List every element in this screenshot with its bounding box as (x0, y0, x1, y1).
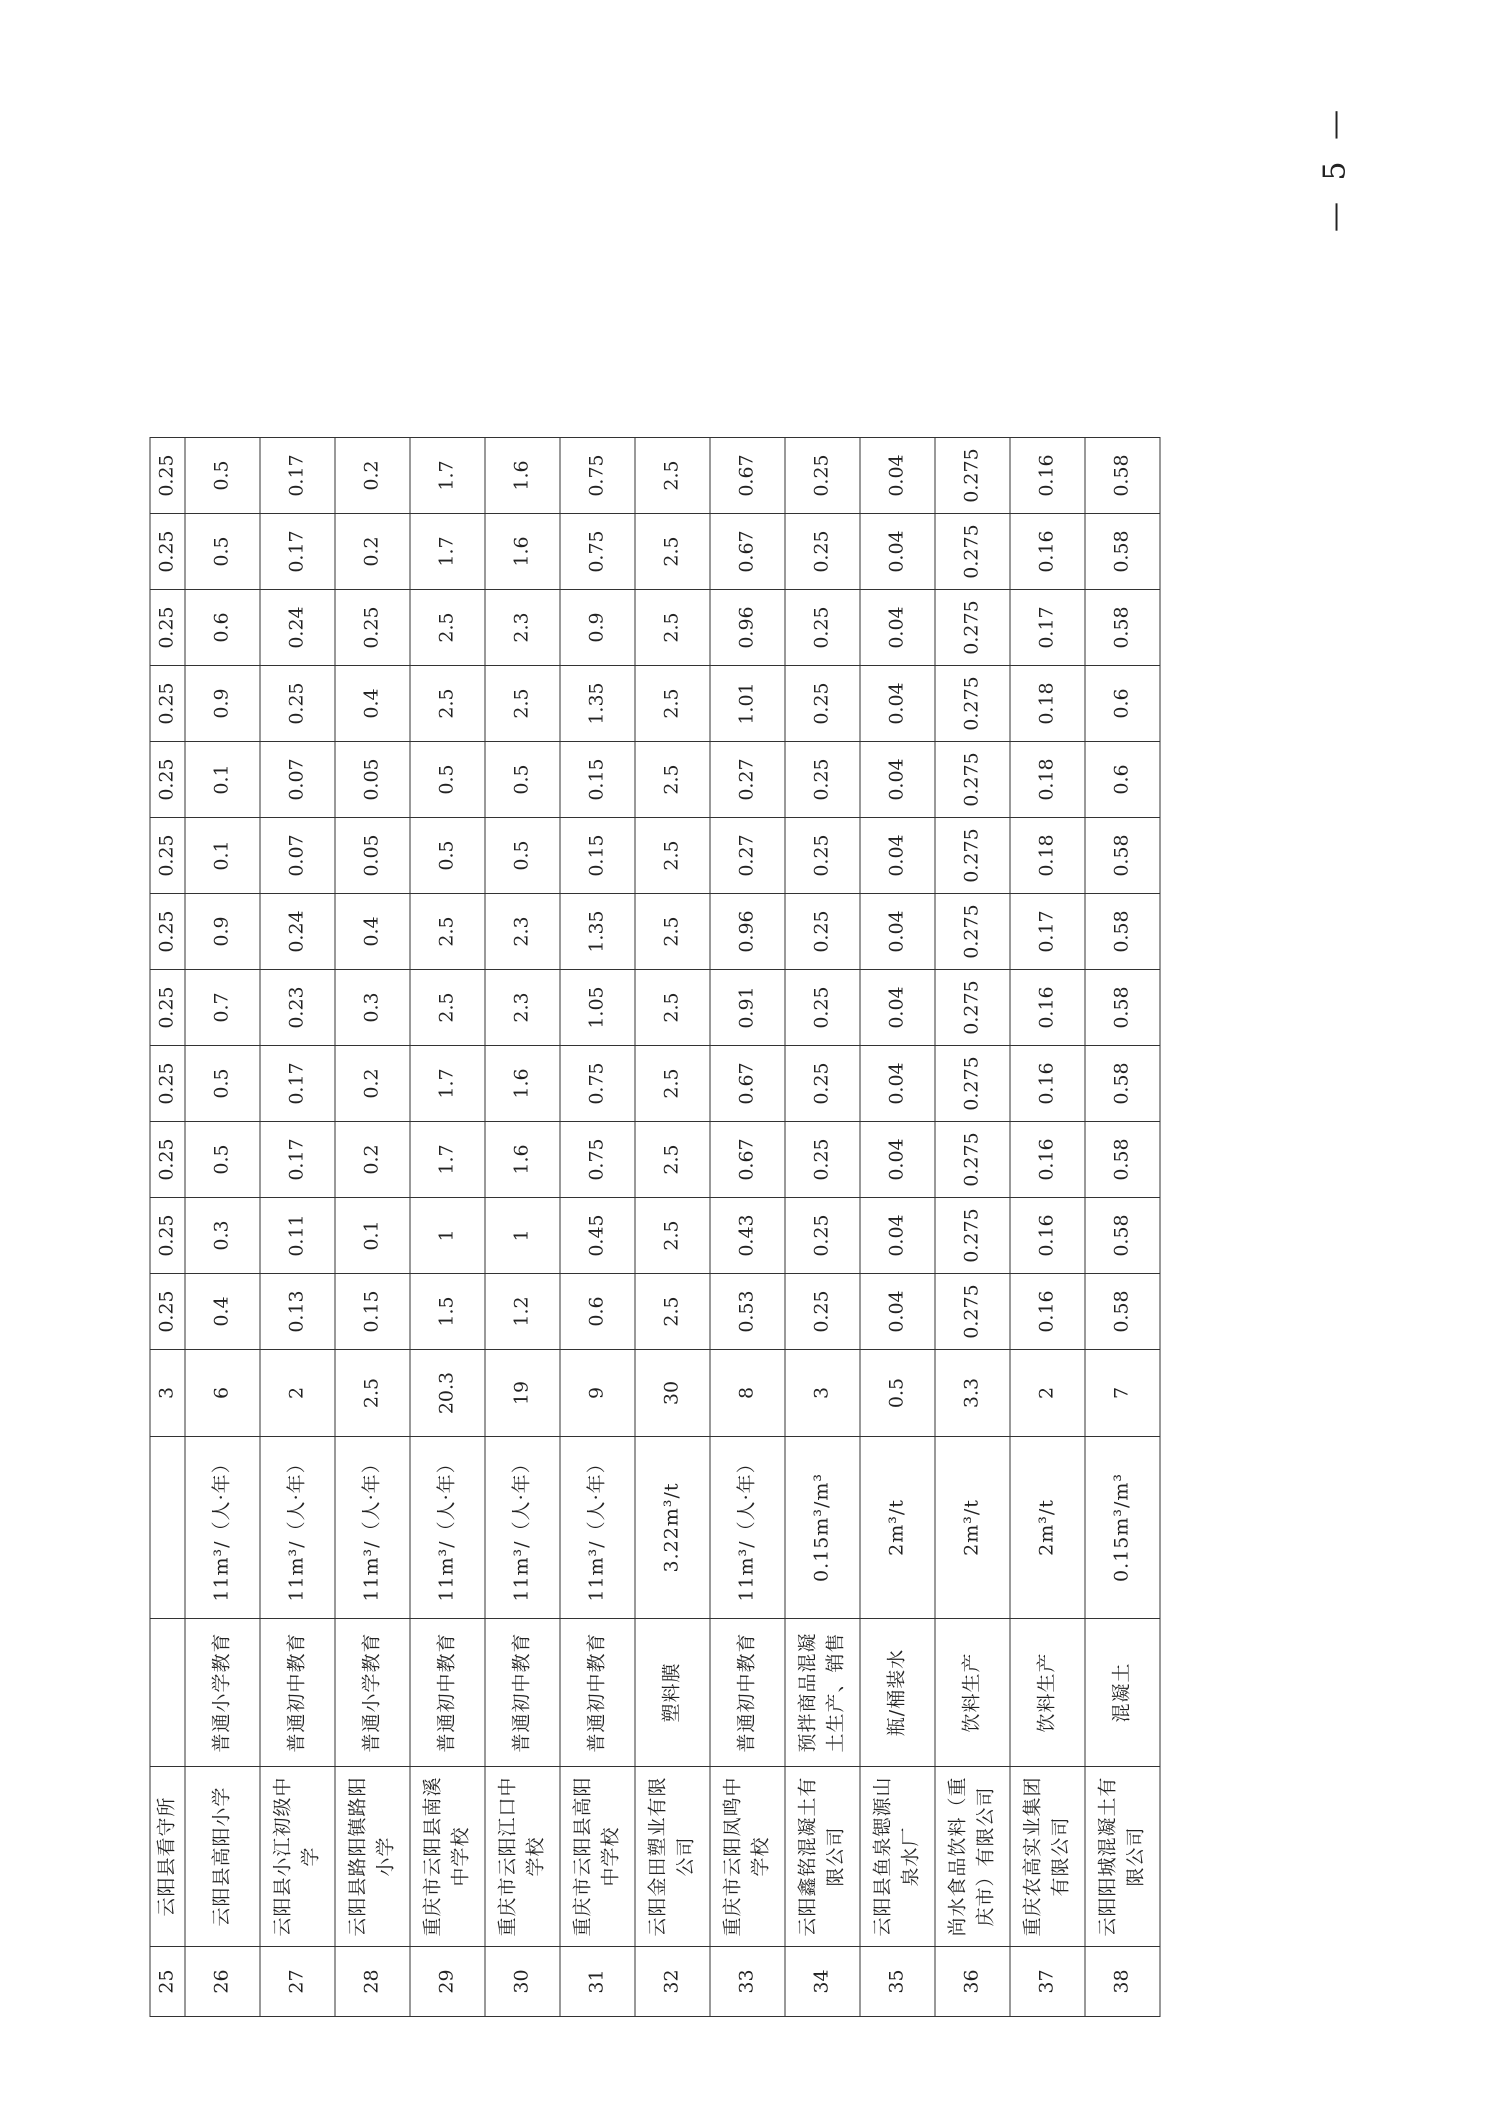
month-value-cell: 0.27 (710, 818, 785, 894)
row-number-cell: 30 (485, 1947, 560, 2017)
table-row (1085, 438, 1160, 2017)
table-row (335, 438, 410, 2017)
month-value-cell: 0.75 (560, 438, 635, 514)
month-value-cell: 0.1 (335, 1198, 410, 1274)
industry-cell: 普通初中教育 (560, 1619, 635, 1767)
unit-name-cell: 重庆市云阳县南溪中学校 (410, 1767, 485, 1947)
month-value-cell: 0.25 (150, 590, 185, 666)
month-value-cell: 0.04 (860, 818, 935, 894)
month-value-cell: 0.17 (260, 1122, 335, 1198)
month-value-cell: 2.5 (635, 514, 710, 590)
month-value-cell: 1.5 (410, 1274, 485, 1350)
unit-name-cell: 云阳县路阳镇路阳小学 (335, 1767, 410, 1947)
month-value-cell: 2.5 (485, 666, 560, 742)
month-value-cell: 2.5 (635, 1198, 710, 1274)
month-value-cell: 0.24 (260, 894, 335, 970)
month-value-cell: 2.5 (410, 666, 485, 742)
industry-cell: 饮料生产 (935, 1619, 1010, 1767)
month-value-cell: 0.6 (1085, 742, 1160, 818)
month-value-cell: 2.5 (635, 590, 710, 666)
month-value-cell: 1 (410, 1198, 485, 1274)
month-value-cell: 2.5 (635, 818, 710, 894)
table-row (860, 438, 935, 2017)
month-value-cell: 0.25 (150, 1198, 185, 1274)
month-value-cell: 0.275 (935, 1122, 1010, 1198)
month-value-cell: 2.3 (485, 894, 560, 970)
month-value-cell: 0.05 (335, 742, 410, 818)
table-row (935, 438, 1010, 2017)
month-value-cell: 0.9 (560, 590, 635, 666)
month-value-cell: 0.25 (150, 438, 185, 514)
month-value-cell: 0.17 (260, 438, 335, 514)
table-row (185, 438, 260, 2017)
month-value-cell: 0.67 (710, 438, 785, 514)
unit-name-cell: 云阳阳城混凝土有限公司 (1085, 1767, 1160, 1947)
month-value-cell: 0.25 (785, 1046, 860, 1122)
month-value-cell: 0.25 (150, 514, 185, 590)
month-value-cell: 1.05 (560, 970, 635, 1046)
industry-cell: 饮料生产 (1010, 1619, 1085, 1767)
month-value-cell: 0.13 (260, 1274, 335, 1350)
month-value-cell: 2.5 (635, 1122, 710, 1198)
month-value-cell: 0.16 (1010, 1122, 1085, 1198)
table-row (485, 438, 560, 2017)
month-value-cell: 0.04 (860, 1122, 935, 1198)
month-value-cell: 2.5 (635, 970, 710, 1046)
month-value-cell: 0.15 (560, 818, 635, 894)
month-value-cell: 0.2 (335, 514, 410, 590)
month-value-cell: 0.67 (710, 1122, 785, 1198)
table-row (635, 438, 710, 2017)
month-value-cell: 2.5 (635, 438, 710, 514)
month-value-cell: 2.5 (635, 742, 710, 818)
annual-quota-cell: 3 (150, 1350, 185, 1437)
month-value-cell: 1.7 (410, 1046, 485, 1122)
month-value-cell: 0.25 (785, 590, 860, 666)
quota-unit-cell (150, 1437, 185, 1619)
month-value-cell: 0.275 (935, 970, 1010, 1046)
row-number-cell: 25 (150, 1947, 185, 2017)
month-value-cell: 0.4 (335, 894, 410, 970)
month-value-cell: 0.58 (1085, 818, 1160, 894)
month-value-cell: 0.16 (1010, 970, 1085, 1046)
row-number-cell: 31 (560, 1947, 635, 2017)
annual-quota-cell: 3 (785, 1350, 860, 1437)
month-value-cell: 0.25 (785, 1122, 860, 1198)
month-value-cell: 2.5 (410, 894, 485, 970)
month-value-cell: 0.58 (1085, 438, 1160, 514)
industry-cell: 塑料膜 (635, 1619, 710, 1767)
water-quota-table (150, 437, 1161, 2017)
month-value-cell: 0.91 (710, 970, 785, 1046)
month-value-cell: 0.04 (860, 438, 935, 514)
month-value-cell: 0.25 (785, 970, 860, 1046)
month-value-cell: 0.58 (1085, 1122, 1160, 1198)
month-value-cell: 0.17 (260, 514, 335, 590)
month-value-cell: 0.5 (410, 742, 485, 818)
month-value-cell: 0.275 (935, 1198, 1010, 1274)
month-value-cell: 0.75 (560, 514, 635, 590)
row-number-cell: 34 (785, 1947, 860, 2017)
unit-name-cell: 重庆市云阳凤鸣中学校 (710, 1767, 785, 1947)
month-value-cell: 0.18 (1010, 666, 1085, 742)
month-value-cell: 1.7 (410, 1122, 485, 1198)
month-value-cell: 0.67 (710, 514, 785, 590)
month-value-cell: 1.6 (485, 1046, 560, 1122)
annual-quota-cell: 8 (710, 1350, 785, 1437)
month-value-cell: 0.58 (1085, 590, 1160, 666)
row-number-cell: 29 (410, 1947, 485, 2017)
month-value-cell: 0.24 (260, 590, 335, 666)
quota-unit-cell: 11m³/（人·年） (710, 1437, 785, 1619)
month-value-cell: 0.45 (560, 1198, 635, 1274)
month-value-cell: 0.25 (785, 514, 860, 590)
unit-name-cell: 重庆市云阳江口中学校 (485, 1767, 560, 1947)
annual-quota-cell: 2 (1010, 1350, 1085, 1437)
month-value-cell: 0.2 (335, 1122, 410, 1198)
month-value-cell: 0.9 (185, 666, 260, 742)
month-value-cell: 0.6 (1085, 666, 1160, 742)
table-row (150, 438, 185, 2017)
quota-unit-cell: 3.22m³/t (635, 1437, 710, 1619)
month-value-cell: 2.3 (485, 970, 560, 1046)
unit-name-cell: 云阳县高阳小学 (185, 1767, 260, 1947)
month-value-cell: 0.5 (185, 1046, 260, 1122)
month-value-cell: 0.58 (1085, 1046, 1160, 1122)
quota-unit-cell: 11m³/（人·年） (560, 1437, 635, 1619)
month-value-cell: 1.2 (485, 1274, 560, 1350)
month-value-cell: 1.01 (710, 666, 785, 742)
unit-name-cell: 云阳县看守所 (150, 1767, 185, 1947)
row-number-cell: 38 (1085, 1947, 1160, 2017)
month-value-cell: 0.17 (1010, 590, 1085, 666)
month-value-cell: 0.4 (335, 666, 410, 742)
month-value-cell: 0.16 (1010, 1046, 1085, 1122)
unit-name-cell: 云阳县小江初级中学 (260, 1767, 335, 1947)
month-value-cell: 0.25 (150, 818, 185, 894)
month-value-cell: 0.1 (185, 818, 260, 894)
annual-quota-cell: 19 (485, 1350, 560, 1437)
quota-unit-cell: 2m³/t (935, 1437, 1010, 1619)
quota-unit-cell: 2m³/t (860, 1437, 935, 1619)
month-value-cell: 0.58 (1085, 970, 1160, 1046)
month-value-cell: 0.9 (185, 894, 260, 970)
month-value-cell: 1 (485, 1198, 560, 1274)
industry-cell (150, 1619, 185, 1767)
month-value-cell: 2.5 (635, 1274, 710, 1350)
month-value-cell: 0.15 (560, 742, 635, 818)
month-value-cell: 0.25 (150, 1122, 185, 1198)
industry-cell: 普通初中教育 (260, 1619, 335, 1767)
month-value-cell: 0.25 (260, 666, 335, 742)
annual-quota-cell: 2 (260, 1350, 335, 1437)
month-value-cell: 0.18 (1010, 742, 1085, 818)
row-number-cell: 36 (935, 1947, 1010, 2017)
month-value-cell: 0.275 (935, 438, 1010, 514)
month-value-cell: 0.25 (335, 590, 410, 666)
industry-cell: 普通初中教育 (410, 1619, 485, 1767)
month-value-cell: 0.4 (185, 1274, 260, 1350)
month-value-cell: 1.7 (410, 438, 485, 514)
quota-unit-cell: 11m³/（人·年） (335, 1437, 410, 1619)
month-value-cell: 0.23 (260, 970, 335, 1046)
month-value-cell: 0.25 (150, 1046, 185, 1122)
quota-unit-cell: 11m³/（人·年） (485, 1437, 560, 1619)
month-value-cell: 0.04 (860, 666, 935, 742)
unit-name-cell: 云阳县鱼泉锶源山泉水厂 (860, 1767, 935, 1947)
month-value-cell: 0.5 (185, 1122, 260, 1198)
month-value-cell: 0.05 (335, 818, 410, 894)
month-value-cell: 0.27 (710, 742, 785, 818)
table-row (1010, 438, 1085, 2017)
month-value-cell: 1.35 (560, 666, 635, 742)
month-value-cell: 0.275 (935, 818, 1010, 894)
month-value-cell: 0.58 (1085, 1274, 1160, 1350)
month-value-cell: 0.15 (335, 1274, 410, 1350)
month-value-cell: 0.67 (710, 1046, 785, 1122)
month-value-cell: 0.16 (1010, 1198, 1085, 1274)
month-value-cell: 0.275 (935, 590, 1010, 666)
month-value-cell: 0.17 (260, 1046, 335, 1122)
quota-unit-cell: 0.15m³/m³ (1085, 1437, 1160, 1619)
month-value-cell: 0.3 (335, 970, 410, 1046)
annual-quota-cell: 6 (185, 1350, 260, 1437)
month-value-cell: 0.58 (1085, 894, 1160, 970)
month-value-cell: 0.275 (935, 666, 1010, 742)
month-value-cell: 0.16 (1010, 1274, 1085, 1350)
month-value-cell: 0.18 (1010, 818, 1085, 894)
month-value-cell: 0.16 (1010, 514, 1085, 590)
quota-unit-cell: 2m³/t (1010, 1437, 1085, 1619)
month-value-cell: 0.6 (560, 1274, 635, 1350)
month-value-cell: 2.3 (485, 590, 560, 666)
unit-name-cell: 云阳鑫铭混凝土有限公司 (785, 1767, 860, 1947)
month-value-cell: 1.35 (560, 894, 635, 970)
month-value-cell: 2.5 (410, 970, 485, 1046)
month-value-cell: 0.43 (710, 1198, 785, 1274)
month-value-cell: 0.07 (260, 742, 335, 818)
month-value-cell: 0.3 (185, 1198, 260, 1274)
month-value-cell: 0.16 (1010, 438, 1085, 514)
month-value-cell: 0.25 (150, 742, 185, 818)
page-number: — 5 — (1317, 103, 1353, 232)
month-value-cell: 1.6 (485, 514, 560, 590)
table-row (410, 438, 485, 2017)
month-value-cell: 0.275 (935, 742, 1010, 818)
month-value-cell: 0.6 (185, 590, 260, 666)
month-value-cell: 0.25 (785, 818, 860, 894)
unit-name-cell: 重庆市云阳县高阳中学校 (560, 1767, 635, 1947)
row-number-cell: 26 (185, 1947, 260, 2017)
month-value-cell: 0.96 (710, 894, 785, 970)
industry-cell: 混凝土 (1085, 1619, 1160, 1767)
row-number-cell: 35 (860, 1947, 935, 2017)
month-value-cell: 0.25 (150, 666, 185, 742)
industry-cell: 普通初中教育 (710, 1619, 785, 1767)
row-number-cell: 37 (1010, 1947, 1085, 2017)
month-value-cell: 0.5 (485, 818, 560, 894)
industry-cell: 普通初中教育 (485, 1619, 560, 1767)
month-value-cell: 0.25 (150, 894, 185, 970)
month-value-cell: 0.1 (185, 742, 260, 818)
month-value-cell: 0.53 (710, 1274, 785, 1350)
quota-unit-cell: 0.15m³/m³ (785, 1437, 860, 1619)
table-row (785, 438, 860, 2017)
month-value-cell: 0.11 (260, 1198, 335, 1274)
month-value-cell: 0.58 (1085, 1198, 1160, 1274)
row-number-cell: 32 (635, 1947, 710, 2017)
table-row (710, 438, 785, 2017)
month-value-cell: 0.75 (560, 1122, 635, 1198)
month-value-cell: 0.5 (485, 742, 560, 818)
table-row (260, 438, 335, 2017)
month-value-cell: 0.25 (150, 1274, 185, 1350)
month-value-cell: 0.25 (150, 970, 185, 1046)
row-number-cell: 27 (260, 1947, 335, 2017)
row-number-cell: 33 (710, 1947, 785, 2017)
month-value-cell: 0.2 (335, 1046, 410, 1122)
month-value-cell: 0.04 (860, 1046, 935, 1122)
month-value-cell: 0.25 (785, 666, 860, 742)
month-value-cell: 0.275 (935, 894, 1010, 970)
unit-name-cell: 重庆农高实业集团有限公司 (1010, 1767, 1085, 1947)
table-body (150, 438, 1160, 2017)
quota-unit-cell: 11m³/（人·年） (260, 1437, 335, 1619)
month-value-cell: 0.04 (860, 1274, 935, 1350)
quota-unit-cell: 11m³/（人·年） (185, 1437, 260, 1619)
month-value-cell: 0.5 (410, 818, 485, 894)
quota-unit-cell: 11m³/（人·年） (410, 1437, 485, 1619)
month-value-cell: 0.04 (860, 1198, 935, 1274)
month-value-cell: 1.6 (485, 438, 560, 514)
month-value-cell: 0.58 (1085, 514, 1160, 590)
month-value-cell: 0.75 (560, 1046, 635, 1122)
month-value-cell: 0.04 (860, 590, 935, 666)
month-value-cell: 0.5 (185, 514, 260, 590)
annual-quota-cell: 30 (635, 1350, 710, 1437)
annual-quota-cell: 7 (1085, 1350, 1160, 1437)
month-value-cell: 0.17 (1010, 894, 1085, 970)
month-value-cell: 0.275 (935, 1274, 1010, 1350)
month-value-cell: 0.7 (185, 970, 260, 1046)
month-value-cell: 1.6 (485, 1122, 560, 1198)
month-value-cell: 0.25 (785, 438, 860, 514)
month-value-cell: 0.96 (710, 590, 785, 666)
month-value-cell: 2.5 (635, 666, 710, 742)
table-row (560, 438, 635, 2017)
month-value-cell: 0.07 (260, 818, 335, 894)
month-value-cell: 0.275 (935, 514, 1010, 590)
annual-quota-cell: 3.3 (935, 1350, 1010, 1437)
month-value-cell: 2.5 (410, 590, 485, 666)
unit-name-cell: 云阳金田塑业有限公司 (635, 1767, 710, 1947)
month-value-cell: 0.25 (785, 894, 860, 970)
row-number-cell: 28 (335, 1947, 410, 2017)
month-value-cell: 0.04 (860, 970, 935, 1046)
month-value-cell: 0.5 (185, 438, 260, 514)
month-value-cell: 0.04 (860, 742, 935, 818)
annual-quota-cell: 9 (560, 1350, 635, 1437)
industry-cell: 普通小学教育 (185, 1619, 260, 1767)
month-value-cell: 0.25 (785, 742, 860, 818)
month-value-cell: 2.5 (635, 894, 710, 970)
month-value-cell: 0.25 (785, 1198, 860, 1274)
month-value-cell: 1.7 (410, 514, 485, 590)
unit-name-cell: 尚水食品饮料（重庆市）有限公司 (935, 1767, 1010, 1947)
industry-cell: 普通小学教育 (335, 1619, 410, 1767)
industry-cell: 预拌商品混凝土生产、销售 (785, 1619, 860, 1767)
month-value-cell: 0.04 (860, 894, 935, 970)
month-value-cell: 2.5 (635, 1046, 710, 1122)
industry-cell: 瓶/桶装水 (860, 1619, 935, 1767)
annual-quota-cell: 20.3 (410, 1350, 485, 1437)
annual-quota-cell: 2.5 (335, 1350, 410, 1437)
month-value-cell: 0.04 (860, 514, 935, 590)
month-value-cell: 0.2 (335, 438, 410, 514)
month-value-cell: 0.25 (785, 1274, 860, 1350)
annual-quota-cell: 0.5 (860, 1350, 935, 1437)
month-value-cell: 0.275 (935, 1046, 1010, 1122)
